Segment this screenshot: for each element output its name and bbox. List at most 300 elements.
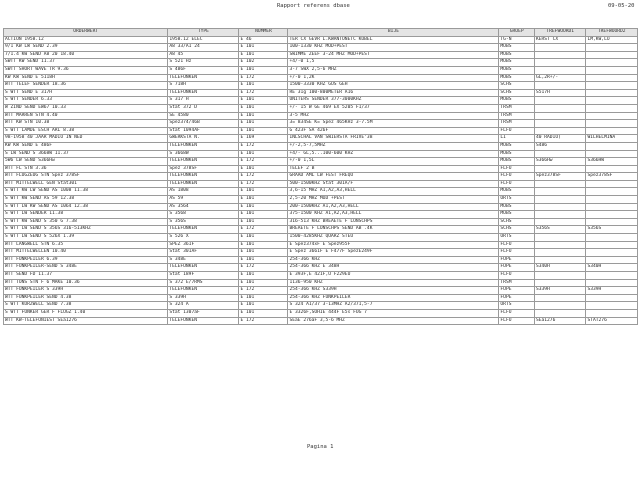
table-cell: [586, 44, 638, 52]
table-cell: MOBS: [499, 142, 535, 150]
table-cell: WTT FUNKPEILER-SEND S 348E: [4, 264, 168, 272]
table-cell: Stat 301AF: [168, 249, 239, 257]
table-cell: TELEFUNKEN: [168, 317, 239, 325]
table-cell: TELEFUNKEN: [168, 264, 239, 272]
table-cell: WTT MITTELWELL GEN Stat301: [4, 180, 168, 188]
table-row: [4, 241, 638, 249]
table-row: [4, 249, 638, 257]
table-cell: 100-1330 KHZ MOD+PEST: [288, 44, 499, 52]
table-cell: AS 3564: [168, 203, 239, 211]
table-row: [4, 203, 638, 211]
table-cell: S 3568: [168, 211, 239, 219]
table-cell: E 393F,E 421F,U F229EU: [288, 272, 499, 280]
table-cell: WTT KW-TELEFONIEST SEa1276: [4, 317, 168, 325]
table-cell: A8 33/A1 24: [168, 44, 239, 52]
table-cell: E 172: [239, 173, 288, 181]
table-row: [4, 180, 638, 188]
table-cell: S WTT KW SEND AS 59 12.38: [4, 196, 168, 204]
table-cell: [586, 302, 638, 310]
table-cell: E 101: [239, 66, 288, 74]
table-cell: WTT LANGWELL STN 6.35: [4, 241, 168, 249]
table-cell: S WTT LW SENDER 11.38: [4, 211, 168, 219]
table-cell: [586, 165, 638, 173]
table-row: [4, 173, 638, 181]
table-cell: AS 59: [168, 196, 239, 204]
table-cell: [534, 188, 586, 196]
table-cell: [534, 51, 586, 59]
table-row: [4, 44, 638, 52]
table-cell: [534, 97, 586, 105]
table-cell: 500-1500KHZ Stat 301A/F: [288, 180, 499, 188]
table-cell: FUPE: [499, 294, 535, 302]
table-cell: E 101: [239, 279, 288, 287]
table-cell: E 101: [239, 302, 288, 310]
table-cell: TELEFUNKEN: [168, 158, 239, 166]
table-cell: [534, 302, 586, 310]
header-row: [4, 29, 638, 37]
table-cell: E 172: [239, 264, 288, 272]
table-cell: [586, 180, 638, 188]
table-cell: S WTT SEND E 317H: [4, 89, 168, 97]
table-cell: S WTT KW LW SEND AS 1008 11.38: [4, 188, 168, 196]
table-cell: 375-1500 KHZ A1,A2,A3,HELL: [288, 211, 499, 219]
table-cell: Spez 378SF: [168, 165, 239, 173]
table-cell: FLFU: [499, 173, 535, 181]
table-cell: E 172: [239, 89, 288, 97]
table-cell: WTT SEND FD 11.37: [4, 272, 168, 280]
table-row: [4, 127, 638, 135]
table-cell: S 718H: [168, 82, 239, 90]
table-cell: LM,KW,LO: [586, 36, 638, 44]
table-cell: E 101: [239, 241, 288, 249]
table-cell: ACTION 1958.12: [4, 36, 168, 44]
column-header: TYPE: [168, 29, 239, 37]
table-cell: 254-366 KHZ S339H: [288, 287, 499, 295]
table-cell: FUPE: [499, 264, 535, 272]
table-cell: [586, 66, 638, 74]
table-cell: WTT FL STN 3.36: [4, 165, 168, 173]
table-cell: [534, 279, 586, 287]
table-row: [4, 302, 638, 310]
table-cell: WTT TONS STN F 6 MAKE 10.36: [4, 279, 168, 287]
table-cell: 316-513 KHZ BREAETE F LONSCHPS: [288, 218, 499, 226]
table-cell: [586, 218, 638, 226]
table-cell: SWTT SHORT WAVE TR 9.36: [4, 66, 168, 74]
table-body: [4, 36, 638, 325]
table-cell: 254-366 KHZ E 348H: [288, 264, 499, 272]
table-cell: [586, 241, 638, 249]
table-cell: ORTS: [499, 196, 535, 204]
table-cell: E 172: [239, 142, 288, 150]
table-cell: S366HW: [586, 158, 638, 166]
table-cell: [534, 120, 586, 128]
table-cell: +4/-0 1,5: [288, 59, 499, 67]
table-row: [4, 51, 638, 59]
table-cell: +/-2,5-7,5MHZ: [288, 142, 499, 150]
table-cell: E 101: [239, 188, 288, 196]
table-cell: 200-1500KHZ A1,A2,A3,HELL: [288, 203, 499, 211]
table-cell: E 172: [239, 226, 288, 234]
table-cell: E 101: [239, 249, 288, 257]
table-cell: S WTT KURZWELL SEND 7.38: [4, 302, 168, 310]
table-cell: 1136-950 KHZ: [288, 279, 499, 287]
table-cell: Stat 189F: [168, 272, 239, 280]
table-cell: [586, 256, 638, 264]
table-cell: [586, 89, 638, 97]
table-row: [4, 317, 638, 325]
table-cell: E 46: [239, 36, 288, 44]
table-cell: SEa1276: [534, 317, 586, 325]
table-cell: E 169: [239, 135, 288, 143]
table-cell: SPEZ 361F: [168, 241, 239, 249]
table-cell: [534, 150, 586, 158]
table-cell: [534, 112, 586, 120]
table-cell: KW KW SEND E 486F: [4, 142, 168, 150]
table-cell: S 324 A: [168, 302, 239, 310]
table-cell: S339H: [586, 287, 638, 295]
table-cell: GRAAD AML LW FEST FREQU: [288, 173, 499, 181]
table-cell: Spez378SF: [534, 173, 586, 181]
table-cell: Stat 372 D: [168, 104, 239, 112]
report-date: 09-05-20: [608, 3, 635, 9]
table-header: [4, 29, 638, 37]
column-header: TREFWOORD2: [586, 29, 638, 37]
table-cell: E 101: [239, 150, 288, 158]
table-cell: [586, 150, 638, 158]
table-cell: TER CX GEVR L.KWANTONETC KUBEL: [288, 36, 499, 44]
table-cell: +/- 15 W GE 469 EX 5205 F1/37: [288, 104, 499, 112]
table-cell: [534, 249, 586, 257]
table-cell: GWERKSTA N.: [168, 135, 239, 143]
table-cell: S WTT LW KW SEND AS 1064 12.38: [4, 203, 168, 211]
table-cell: TG-N: [499, 36, 535, 44]
table-cell: E 102: [239, 59, 288, 67]
table-cell: [534, 44, 586, 52]
table-cell: [586, 279, 638, 287]
table-cell: [586, 97, 638, 105]
report-title: Rapport referens dbase: [277, 3, 350, 9]
table-cell: [586, 272, 638, 280]
table-cell: S WTT SENDER 6.33: [4, 97, 168, 105]
table-cell: E 101: [239, 211, 288, 219]
table-cell: E 101: [239, 127, 288, 135]
table-cell: E 172: [239, 180, 288, 188]
table-cell: FLFU: [499, 127, 535, 135]
table-cell: [586, 142, 638, 150]
table-cell: E 101: [239, 272, 288, 280]
table-cell: WTT MARREN STN 4.40: [4, 112, 168, 120]
table-row: [4, 165, 638, 173]
table-row: [4, 82, 638, 90]
table-cell: E 101: [239, 234, 288, 242]
table-cell: [586, 120, 638, 128]
table-row: [4, 188, 638, 196]
table-row: [4, 264, 638, 272]
table-row: [4, 112, 638, 120]
table-cell: Spez374/46B: [168, 120, 239, 128]
column-header: NUMMER: [239, 29, 288, 37]
table-row: [4, 226, 638, 234]
table-cell: S 3668W: [168, 150, 239, 158]
table-cell: S356S: [586, 226, 638, 234]
table-row: [4, 218, 638, 226]
table-cell: 3-5 MHZ: [288, 112, 499, 120]
table-row: [4, 74, 638, 82]
table-cell: [586, 203, 638, 211]
table-cell: [586, 309, 638, 317]
table-cell: SCHS: [499, 218, 535, 226]
table-cell: MOBS: [499, 59, 535, 67]
table-cell: S WTT KW SEND S 350 G 7.38: [4, 218, 168, 226]
table-cell: S 521 Hz: [168, 59, 239, 67]
table-cell: [586, 211, 638, 219]
table-row: [4, 256, 638, 264]
table-cell: 3-7 SWX 2,5-6 MHZ: [288, 66, 499, 74]
table-cell: E 101: [239, 309, 288, 317]
table-cell: S 324 A1/37 3-13MHZ A2/371,5-7: [288, 302, 499, 310]
table-cell: FLFU: [499, 309, 535, 317]
table-cell: TRSM: [499, 120, 535, 128]
table-cell: [586, 82, 638, 90]
table-cell: E 101: [239, 165, 288, 173]
table-row: [4, 196, 638, 204]
report-table: [3, 28, 638, 325]
column-header: BIJE: [288, 29, 499, 37]
table-cell: AS 1808: [168, 188, 239, 196]
table-row: [4, 309, 638, 317]
table-cell: [586, 104, 638, 112]
table-cell: FLFU: [499, 272, 535, 280]
table-row: [4, 279, 638, 287]
table-cell: MOBS: [499, 66, 535, 74]
table-cell: WTT FUNKPEILER SEND 4.38: [4, 294, 168, 302]
table-cell: MOBS: [499, 188, 535, 196]
table-row: [4, 142, 638, 150]
table-cell: FLFU: [499, 317, 535, 325]
table-cell: [586, 188, 638, 196]
table-cell: WTT KW STN 10.38: [4, 120, 168, 128]
table-row: [4, 158, 638, 166]
column-header: TREFWOORD1: [534, 29, 586, 37]
table-cell: 1500-4285KHZ QUARZ STEU: [288, 234, 499, 242]
table-cell: FUPE: [499, 287, 535, 295]
table-cell: MOBS: [499, 74, 535, 82]
table-cell: 3= 834SE K= Spez 465KHz 3-7.5M: [288, 120, 499, 128]
table-cell: +/-0 1,5L: [288, 158, 499, 166]
table-cell: SCHS: [499, 226, 535, 234]
table-cell: ORTS: [499, 234, 535, 242]
table-cell: E 172: [239, 317, 288, 325]
table-cell: S LW SEND S 3668W 11.37: [4, 150, 168, 158]
table-cell: [534, 218, 586, 226]
table-cell: [534, 59, 586, 67]
table-cell: [586, 234, 638, 242]
table-cell: FUPE: [499, 256, 535, 264]
table-cell: E 172: [239, 74, 288, 82]
table-cell: TELEF 2 B: [288, 165, 499, 173]
table-cell: S340H: [534, 264, 586, 272]
table-cell: ORTS: [499, 302, 535, 310]
table-cell: TELEFUNKEN: [168, 287, 239, 295]
table-cell: SCHS: [499, 82, 535, 90]
table-cell: [534, 309, 586, 317]
table-cell: MOBS: [499, 44, 535, 52]
table-cell: S 317 H: [168, 97, 239, 105]
table-cell: TELEFUNKEN: [168, 180, 239, 188]
table-cell: S 348E: [168, 256, 239, 264]
table-cell: UNITERS SENDER 377-3000KHZ: [288, 97, 499, 105]
table-cell: 2,5-20 MHZ MOD +PEST: [288, 196, 499, 204]
table-cell: 98-1958 40 JAAR MADIO IN NED: [4, 135, 168, 143]
table-cell: S WTT LW SEND S 526X 1.39: [4, 234, 168, 242]
table-cell: FLFU: [499, 180, 535, 188]
table-row: [4, 150, 638, 158]
table-row: [4, 104, 638, 112]
table-cell: WTT FUNKPEILER S 339H: [4, 287, 168, 295]
table-cell: E Spez 3661F E F477F SpezE249F: [288, 249, 499, 257]
table-cell: [534, 165, 586, 173]
table-cell: 254-366 KHZ FUNKPEILER: [288, 294, 499, 302]
table-cell: [586, 249, 638, 257]
table-cell: FLFU: [499, 249, 535, 257]
table-cell: S366Hw: [534, 158, 586, 166]
table-cell: MOBS: [499, 211, 535, 219]
table-cell: [586, 74, 638, 82]
table-row: [4, 211, 638, 219]
table-cell: E 101: [239, 104, 288, 112]
page-number: Pagina 1: [307, 444, 334, 450]
table-row: [4, 97, 638, 105]
table-cell: E 101: [239, 218, 288, 226]
table-cell: S517H: [534, 89, 586, 97]
table-row: [4, 66, 638, 74]
table-cell: [586, 112, 638, 120]
table-cell: TRSM: [499, 104, 535, 112]
table-cell: S 526 X: [168, 234, 239, 242]
table-cell: E 101: [239, 196, 288, 204]
table-cell: TELEFUNKEN: [168, 142, 239, 150]
table-cell: SE 4580: [168, 112, 239, 120]
table-row: [4, 89, 638, 97]
table-cell: [534, 256, 586, 264]
table-row: [4, 234, 638, 242]
table-cell: [534, 211, 586, 219]
table-cell: [534, 82, 586, 90]
table-cell: WTT MITTELWELLEN 10.40: [4, 249, 168, 257]
table-cell: [534, 127, 586, 135]
table-cell: [586, 294, 638, 302]
table-cell: [534, 234, 586, 242]
table-cell: S WTT LW SEND S 356S 316-513KHZ: [4, 226, 168, 234]
table-cell: 1500-3330 KHZ GUS GEH: [288, 82, 499, 90]
table-cell: E 172: [239, 287, 288, 295]
table-cell: A8 45: [168, 51, 239, 59]
table-cell: [534, 66, 586, 74]
table-cell: +/-0 1,2K: [288, 74, 499, 82]
table-cell: KW KW SEND E 5118H: [4, 74, 168, 82]
table-cell: S WTT LAMDE ESCH ARL 8.38: [4, 127, 168, 135]
table-cell: S WTT FUNKER GER F FLUGZ 1.40: [4, 309, 168, 317]
table-cell: INLSCHAL VAN SWIERSTA FRIVE'38: [288, 135, 499, 143]
table-cell: GL,2R+/-: [534, 74, 586, 82]
table-cell: [534, 272, 586, 280]
table-cell: TRSM: [499, 112, 535, 120]
table-cell: +4/- GL,5...100-600 KHZ: [288, 150, 499, 158]
table-cell: MOBS: [499, 51, 535, 59]
table-cell: [586, 59, 638, 67]
table-cell: RE 31g 100-800METER A16: [288, 89, 499, 97]
table-cell: SWIMME ZEEF 3-24 MHZ MOD+PEST: [288, 51, 499, 59]
table-cell: BREAETE F LONSCHPS SEND AB .4K: [288, 226, 499, 234]
table-cell: Spez378SF: [586, 173, 638, 181]
table-cell: [586, 127, 638, 135]
table-cell: 7/1.4 KW SEND A8 20 18.40: [4, 51, 168, 59]
table-cell: WTT FUNKPEILER 6.39: [4, 256, 168, 264]
table-cell: E 101: [239, 97, 288, 105]
table-row: [4, 294, 638, 302]
table-cell: [534, 203, 586, 211]
table-cell: 254-366 KHZ: [288, 256, 499, 264]
table-row: [4, 120, 638, 128]
column-header: ORDERWERT: [4, 29, 168, 37]
table-cell: [586, 51, 638, 59]
table-cell: FLFU: [499, 241, 535, 249]
table-cell: E 101: [239, 203, 288, 211]
table-cell: S340H: [586, 264, 638, 272]
table-cell: MOBS: [499, 150, 535, 158]
table-cell: [534, 294, 586, 302]
table-row: [4, 59, 638, 67]
table-cell: G 423F SA 426F: [288, 127, 499, 135]
table-cell: E 172: [239, 158, 288, 166]
table-cell: E 101: [239, 120, 288, 128]
table-cell: 1958.12 ELEC: [168, 36, 239, 44]
table-cell: TELEFUNKEN: [168, 226, 239, 234]
table-cell: [586, 196, 638, 204]
table-cell: STAT276: [586, 317, 638, 325]
table-cell: S 486F: [168, 66, 239, 74]
table-cell: WTT FLUGZEUG STN Spez 378SF: [4, 173, 168, 181]
table-cell: FLFU: [499, 165, 535, 173]
table-cell: TRSM: [499, 279, 535, 287]
table-cell: MOBS: [499, 158, 535, 166]
table-cell: E 101: [239, 112, 288, 120]
table-cell: S 356S: [168, 218, 239, 226]
table-cell: [534, 104, 586, 112]
table-cell: WILHELMINA: [586, 135, 638, 143]
table-cell: Stat 1307aF: [168, 309, 239, 317]
table-cell: WTT TELEF SENDER 18.36: [4, 82, 168, 90]
table-row: [4, 135, 638, 143]
table-cell: E 101: [239, 256, 288, 264]
table-cell: S 339H: [168, 294, 239, 302]
table-cell: E 101: [239, 51, 288, 59]
table-cell: 3,6-15 MHZ A1,A2,A3,HELL: [288, 188, 499, 196]
table-cell: TELEFUNKEN: [168, 74, 239, 82]
table-cell: KERST CX: [534, 36, 586, 44]
table-cell: S356S: [534, 226, 586, 234]
table-cell: E 101: [239, 44, 288, 52]
table-cell: [534, 241, 586, 249]
table-cell: MOBS: [499, 203, 535, 211]
table-cell: LI: [499, 135, 535, 143]
table-cell: [534, 180, 586, 188]
table-cell: 5W6 LW SEND S366Hw: [4, 158, 168, 166]
table-cell: S 372 E/7RMS: [168, 279, 239, 287]
table-cell: SEaE 276aF 3,5-6 MHZ: [288, 317, 499, 325]
table-cell: E 101: [239, 82, 288, 90]
table-cell: SWTT KW SEND 11.37: [4, 59, 168, 67]
